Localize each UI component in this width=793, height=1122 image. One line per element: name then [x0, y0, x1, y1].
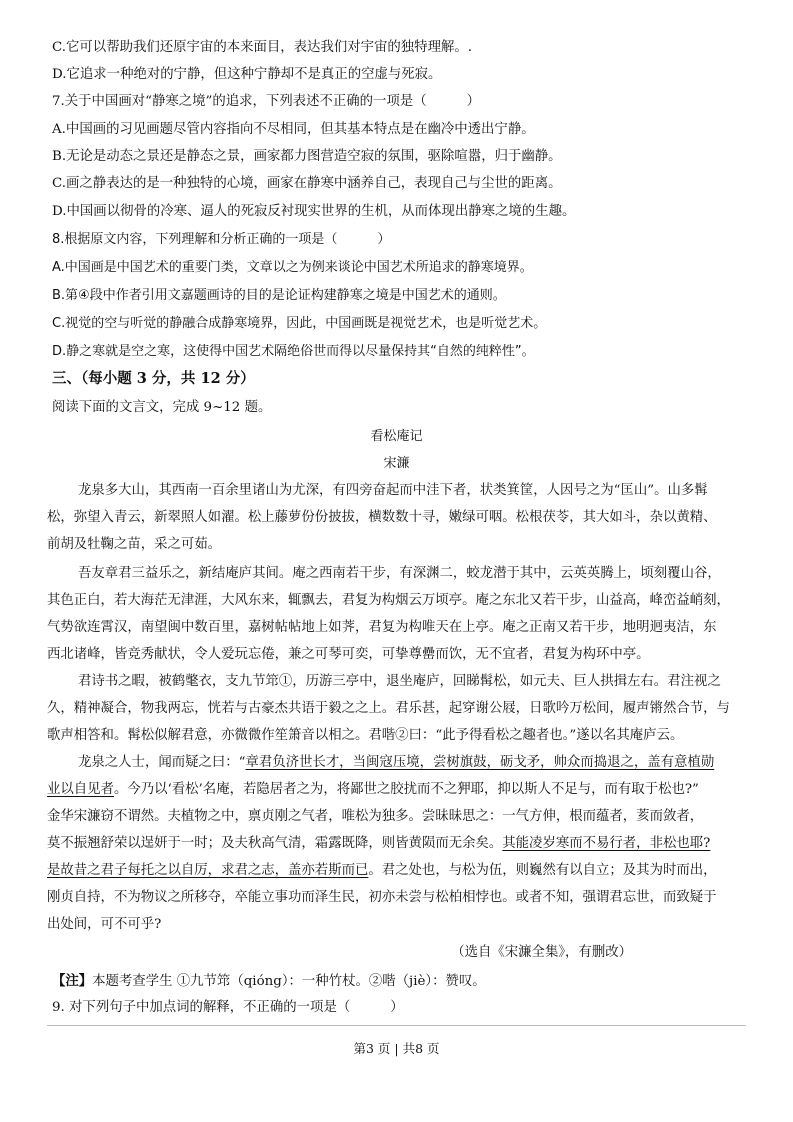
footer-divider — [47, 1025, 746, 1026]
article-author: 宋濂 — [383, 456, 410, 471]
question-7-option-b: B.无论是动态之景还是静态之景，画家都力图营造空寂的氛围，驱除喧嚣，归于幽静。 — [52, 149, 562, 164]
footnote: 【注】本题考查学生 ①九节筇（qióng）：一种竹杖。②喈（jiè）：赞叹。 — [52, 973, 486, 989]
paragraph-4-line: 莫不振翘舒荣以逞妍于一时；及夫秋高气清，霜露既降，则皆黄陨而无余矣。其能凌岁寒而不易行者，非松也耶? — [47, 836, 711, 851]
paragraph-1-line: 松，弥望入青云，新翠照人如濯。松上藤萝份份披拔，横数数十寻，嫩绿可咽。松根茯苓，其大如斗，杂以黄精、 — [47, 510, 717, 525]
paragraph-4-line: 业以自见者。今乃以‘看松’名庵，若隐居者之为，将鄙世之胶扰而不之狎耶，抑以斯人不足与，而有取于松也?” — [47, 782, 699, 797]
question-9-stem: 9. 对下列句子中加点词的解释，不正确的一项是（ ） — [52, 1000, 404, 1015]
paragraph-2-line: 其色正白，若大海茫无津涯，大风东来，辄飘去，君复为构烟云万顷亭。庵之东北又若干步，山益高，峰峦益峭刻， — [47, 593, 730, 608]
paragraph-1-line: 前胡及牡鞠之苗，采之可茹。 — [47, 537, 222, 552]
question-8-option-a: A.中国画是中国艺术的重要门类，文章以之为例来谈论中国艺术所追求的静寒境界。 — [52, 260, 533, 275]
option-d: D.它追求一种绝对的宁静，但这种宁静却不是真正的空虚与死寂。 — [52, 67, 442, 82]
question-7-option-a: A.中国画的习见画题尽管内容指向不尽相同，但其基本特点是在幽冷中透出宁静。 — [52, 122, 535, 137]
article-title: 看松庵记 — [370, 429, 423, 444]
paragraph-2-line: 西北诸峰，皆竞秀献状，令人爱玩忘倦，兼之可琴可奕，可挚尊罍而饮，无不宜者，君复为构环中亭。 — [47, 647, 650, 662]
article-source: （选自《宋濂全集》，有删改） — [451, 945, 632, 960]
option-c: C.它可以帮助我们还原宇宙的本来面目，表达我们对宇宙的独特理解。. — [52, 40, 472, 55]
underlined-sentence: 业以自见者 — [47, 782, 114, 797]
question-8-option-d: D.静之寒就是空之寒，这使得中国艺术隔绝俗世而得以尽量保持其“自然的纯粹性”。 — [52, 344, 535, 359]
paragraph-4-line: 金华宋濂窃不谓然。夫植物之中，禀贞刚之气者，唯松为独多。尝昧昧思之：一气方伸，根而蕴者，荄而敛者， — [47, 809, 704, 824]
paragraph-2-line: 吾友章君三益乐之，新结庵庐其间。庵之西南若干步，有深渊二，蛟龙潜于其中，云英英腾上，顷刻覆山谷， — [78, 566, 721, 581]
question-8-option-c: C.视觉的空与听觉的静融合成静寒境界，因此，中国画既是视觉艺术，也是听觉艺术。 — [52, 316, 547, 331]
question-7-stem: 7.关于中国画对“静寒之境”的追求，下列表述不正确的一项是（ ） — [52, 94, 481, 109]
paragraph-4-line: 出处间，可不可乎? — [47, 917, 162, 932]
question-7-option-d: D.中国画以彻骨的冷寒、逼人的死寂反衬现实世界的生机，从而体现出静寒之境的生趣。 — [52, 204, 576, 219]
section-instruction: 阅读下面的文言文，完成 9~12 题。 — [52, 400, 272, 415]
underlined-sentence: 章君负济世长才，当闽寇压境，尝树旗鼓，砺戈矛，帅众而捣退之，盖有意植勋 — [245, 755, 715, 770]
paragraph-4-line: 龙泉之人士，闻而疑之曰：“章君负济世长才，当闽寇压境，尝树旗鼓，砺戈矛，帅众而捣退之，盖有意植勋 — [78, 755, 715, 770]
question-8-option-b: B.第④段中作者引用文嘉题画诗的目的是论证构建静寒之境是中国艺术的通则。 — [52, 288, 506, 303]
paragraph-4-line: 刚贞自持，不为物议之所移夺，卒能立事功而泽生民，初亦未尝与松柏相悖也。或者不知，强谓君忘世，而致疑于 — [47, 890, 717, 905]
paragraph-3-line: 君诗书之暇，被鹤氅衣，支九节筇①，历游三亭中，退坐庵庐，回睇髯松，如元夫、巨人拱揖左右。君注视之 — [78, 674, 721, 689]
question-8-stem: 8.根据原文内容，下列理解和分析正确的一项是（ ） — [52, 232, 391, 247]
question-7-option-c: C.画之静表达的是一种独特的心境，画家在静寒中涵养自己，表现自己与尘世的距离。 — [52, 176, 562, 191]
paragraph-3-line: 久，精神凝合，物我两忘，恍若与古豪杰共语于毅之之上。君乐甚，起穿谢公屐，日歌吟万松间，履声锵然合节，与 — [47, 701, 730, 716]
paragraph-1-line: 龙泉多大山，其西南一百余里诸山为尤深，有四旁奋起而中洼下者，状类箕筐，人因号之为“匡山”。山多髯 — [78, 483, 708, 498]
underlined-sentence: 是故昔之君子每托之以自厉，求君之志，盖亦若斯而已 — [47, 863, 369, 878]
underlined-sentence: 其能凌岁寒而不易行者，非松也耶? — [502, 836, 711, 851]
page-number: 第3 页 | 共8 页 — [353, 1041, 440, 1056]
paragraph-2-line: 气势欲连霄汉，南望闽中数百里，嘉树帖帖地上如荠，君复为构唯天在上亭。庵之正南又若干步，地明迥夷洁，东 — [47, 620, 717, 635]
paragraph-3-line: 歌声相答和。髯松似解君意，亦微微作笙箫音以相之。君喈②曰：“此予得看松之趣者也。”遂以名其庵庐云。 — [47, 728, 684, 743]
paragraph-4-line: 是故昔之君子每托之以自厉，求君之志，盖亦若斯而已。君之处也，与松为伍，则巍然有以自立；及其为时而出， — [47, 863, 717, 878]
section-heading: 三、（每小题 3 分，共 12 分） — [52, 370, 255, 387]
